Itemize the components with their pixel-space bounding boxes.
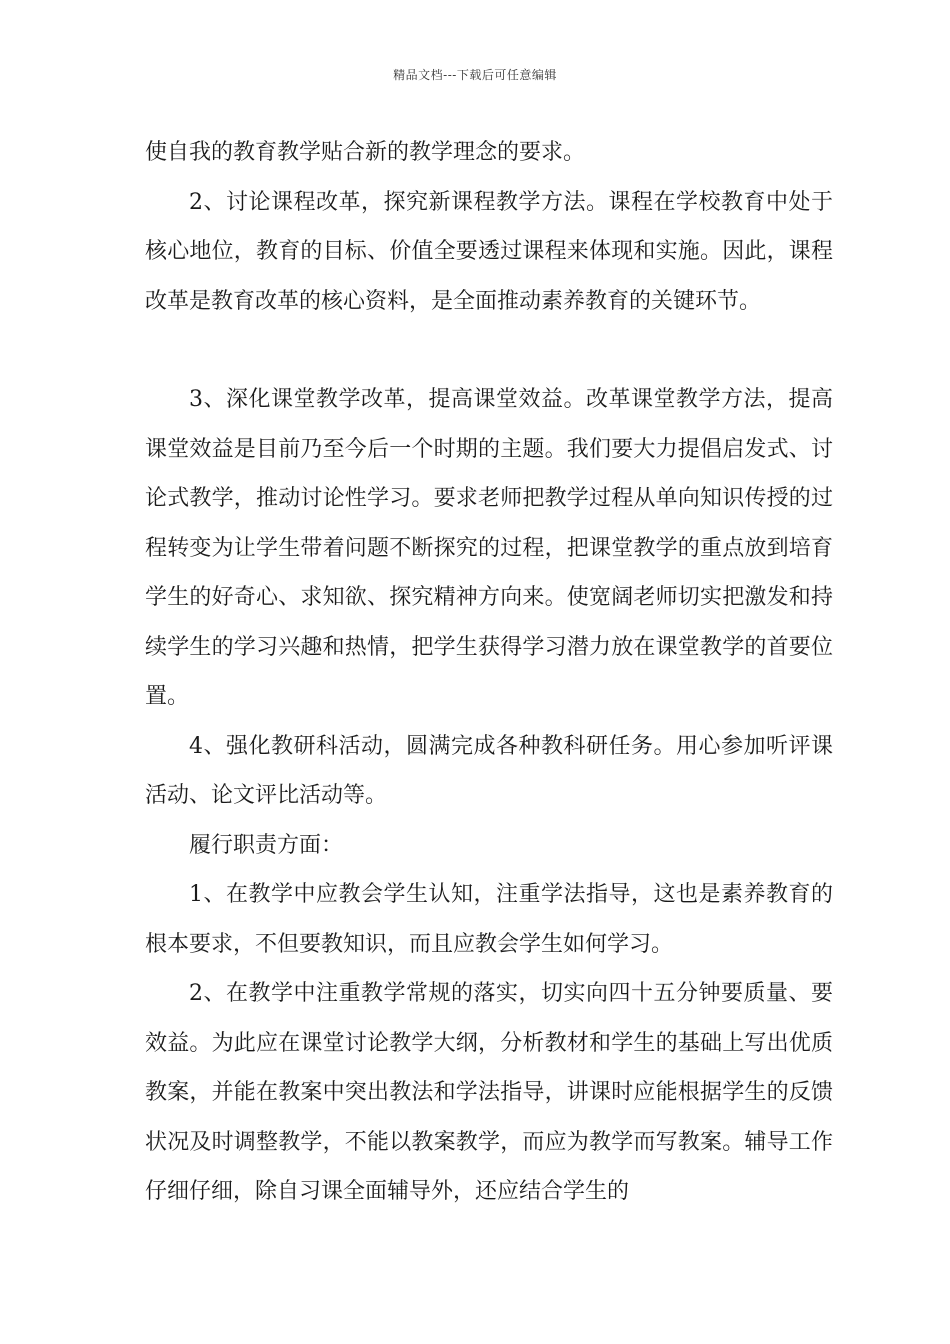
paragraph-gap (145, 326, 833, 375)
paragraph-duty-1: 1、在教学中应教会学生认知，注重学法指导，这也是素养教育的根本要求，不但要教知识，而且应教会学生如何学习。 (145, 882, 833, 957)
paragraph-curriculum-reform: 2、讨论课程改革，探究新课程教学方法。课程在学校教育中处于核心地位，教育的目标、价值全要透过课程来体现和实施。因此，课程改革是教育改革的核心资料，是全面推动素养教育的关键环节。 (145, 189, 833, 314)
page-header: 精品文档---下载后可任意编辑 (393, 68, 557, 82)
paragraph-duty-2: 2、在教学中注重教学常规的落实，切实向四十五分钟要质量、要效益。为此应在课堂讨论教学大纲，分析教材和学生的基础上写出优质教案，并能在教案中突出教法和学法指导，讲课时应能根据学生的反馈状况及时调整教学，不能以教案教学，而应为教学而写教案。辅导工作仔细仔细，除自习课全面辅导外，还应结合学生的 (145, 981, 833, 1204)
paragraph-research-activities: 4、强化教研科活动，圆满完成各种教科研任务。用心参加听评课活动、论文评比活动等。 (145, 733, 833, 808)
document-body (145, 128, 833, 1217)
paragraph-classroom-reform: 3、深化课堂教学改革，提高课堂效益。改革课堂教学方法，提高课堂效益是目前乃至今后一个时期的主题。我们要大力提倡启发式、讨论式教学，推动讨论性学习。要求老师把教学过程从单向知识传授的过程转变为让学生带着问题不断探究的过程，把课堂教学的重点放到培育学生的好奇心、求知欲、探究精神方向来。使宽阔老师切实把激发和持续学生的学习兴趣和热情，把学生获得学习潜力放在课堂教学的首要位置。 (145, 387, 833, 709)
paragraph-continuation: 使自我的教育教学贴合新的教学理念的要求。 (145, 140, 586, 165)
section-heading-duties: 履行职责方面： (189, 832, 344, 858)
